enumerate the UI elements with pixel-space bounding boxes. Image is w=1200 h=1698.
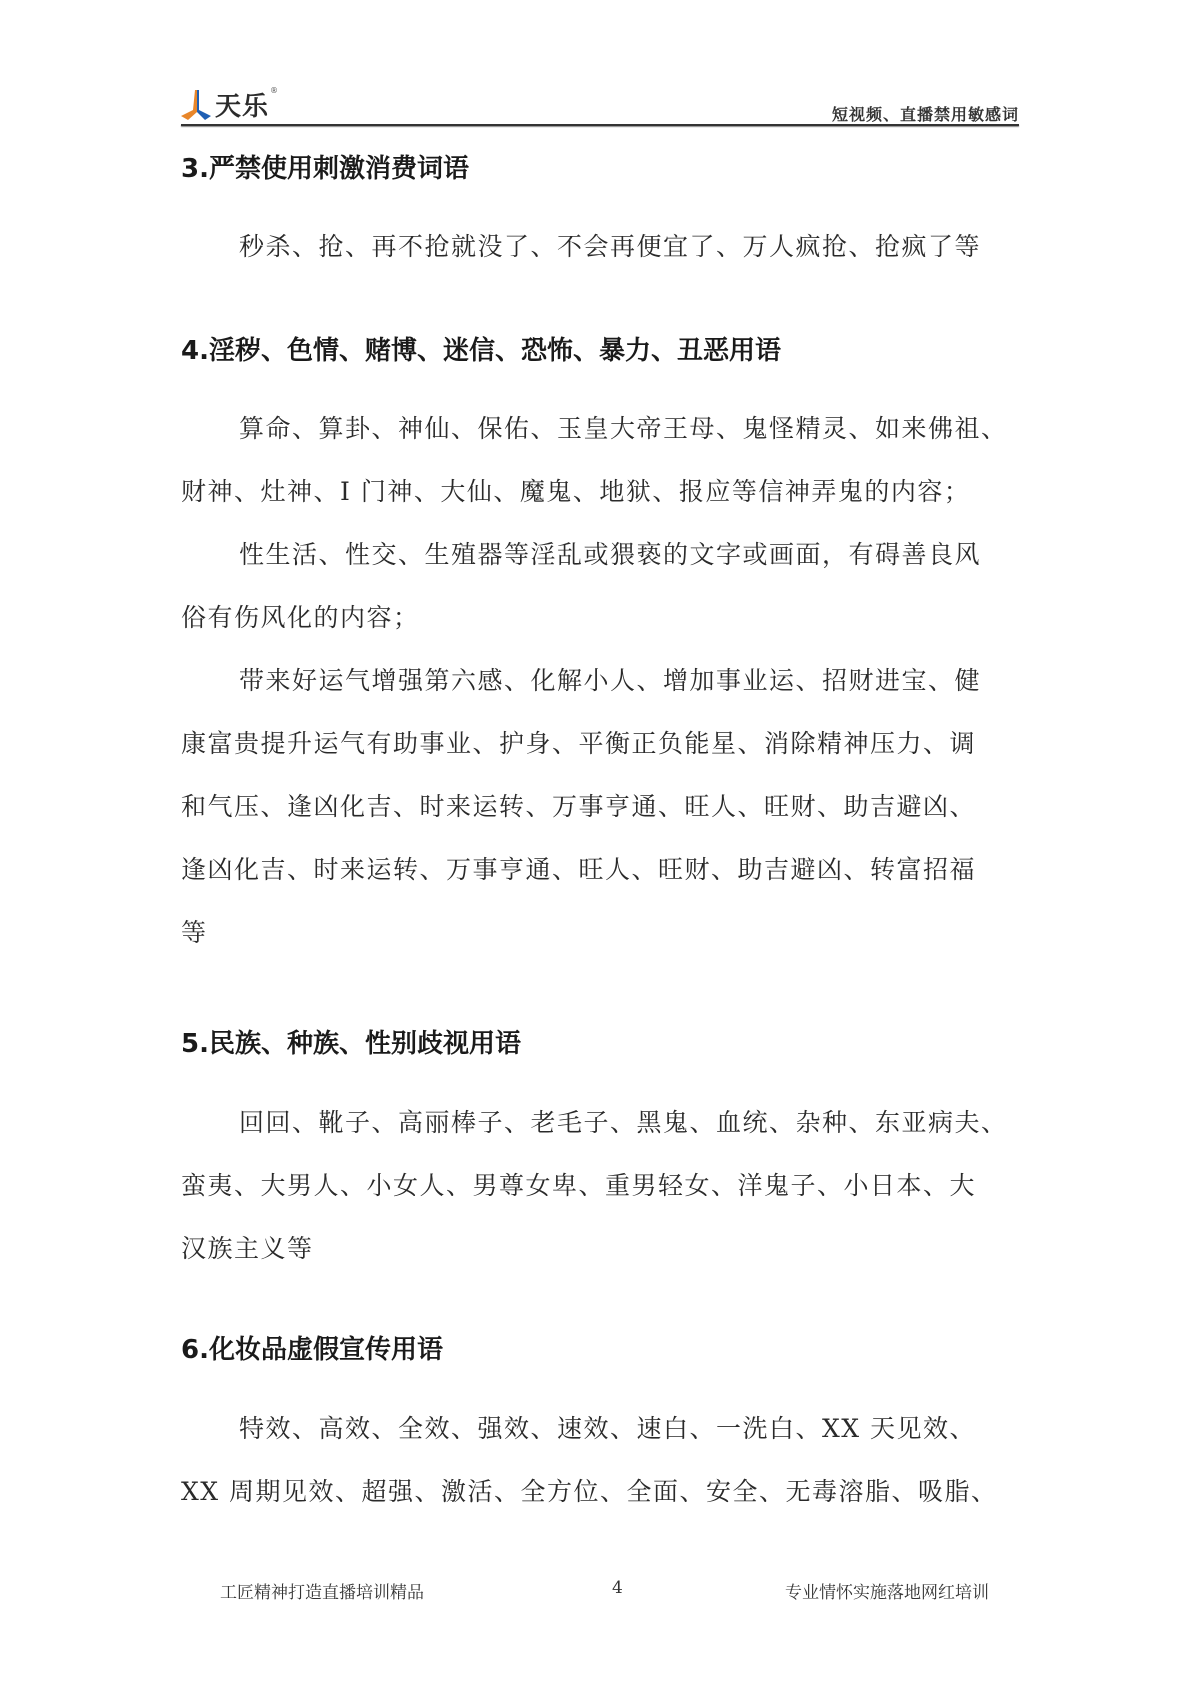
section-6-paragraph-1 [181,1397,1019,1523]
text-line: 带来好运气增强第六感、化解小人、增加事业运、招财进宝、健 [239,666,982,695]
section-4-paragraph-3 [181,649,1019,964]
text-line: XX 周期见效、超强、激活、全方位、全面、安全、无毒溶脂、吸脂、 [181,1477,998,1506]
registered-mark: ® [270,86,279,95]
text-line: 和气压、逢凶化吉、时来运转、万事亨通、旺人、旺财、助吉避凶、 [181,792,977,821]
text-line: 特效、高效、全效、强效、速效、速白、一洗白、XX 天见效、 [239,1414,977,1443]
text-line: 俗有伤风化的内容； [181,603,420,632]
header-divider [181,124,1019,126]
text-line: 康富贵提升运气有助事业、护身、平衡正负能星、消除精神压力、调 [181,729,977,758]
section-5-paragraph-1 [181,1091,1019,1280]
section-4-paragraph-1 [181,397,1019,523]
page-header [181,84,1019,124]
logo-text: 天乐 [215,92,270,122]
text-line: 算命、算卦、神仙、保佑、玉皇大帝王母、鬼怪精灵、如来佛祖、 [239,414,1008,443]
section-4-paragraph-2 [181,523,1019,649]
text-line: 等 [181,918,208,947]
text-line: 回回、靴子、高丽棒子、老毛子、黑鬼、血统、杂种、东亚病夫、 [239,1108,1008,1137]
text-line: 逢凶化吉、时来运转、万事亨通、旺人、旺财、助吉避凶、转富招福 [181,855,977,884]
text-line: 性生活、性交、生殖器等淫乱或猥亵的文字或画面，有碍善良风 [239,540,982,569]
section-heading-4: 4.淫秽、色情、赌博、迷信、恐怖、暴力、丑恶用语 [181,336,781,366]
section-heading-3: 3.严禁使用刺激消费词语 [181,154,469,184]
text-line: 秒杀、抢、再不抢就没了、不会再便宜了、万人疯抢、抢疯了等 [239,232,982,261]
logo-mark-icon [181,90,211,122]
section-heading-6: 6.化妆品虚假宣传用语 [181,1335,443,1365]
section-3-paragraph-1 [181,215,1019,278]
text-line: 财神、灶神、I 门神、大仙、魔鬼、地狱、报应等信神弄鬼的内容； [181,477,971,506]
section-heading-5: 5.民族、种族、性别歧视用语 [181,1029,521,1059]
header-title: 短视频、直播禁用敏感词 [831,105,1019,124]
company-logo [181,88,278,122]
footer-right-slogan: 专业情怀实施落地网红培训 [785,1583,989,1603]
text-line: 蛮夷、大男人、小女人、男尊女卑、重男轻女、洋鬼子、小日本、大 [181,1171,977,1200]
page-number: 4 [612,1578,623,1598]
text-line: 汉族主义等 [181,1234,314,1263]
page-footer [0,1578,1200,1608]
footer-left-slogan: 工匠精神打造直播培训精品 [220,1583,424,1603]
